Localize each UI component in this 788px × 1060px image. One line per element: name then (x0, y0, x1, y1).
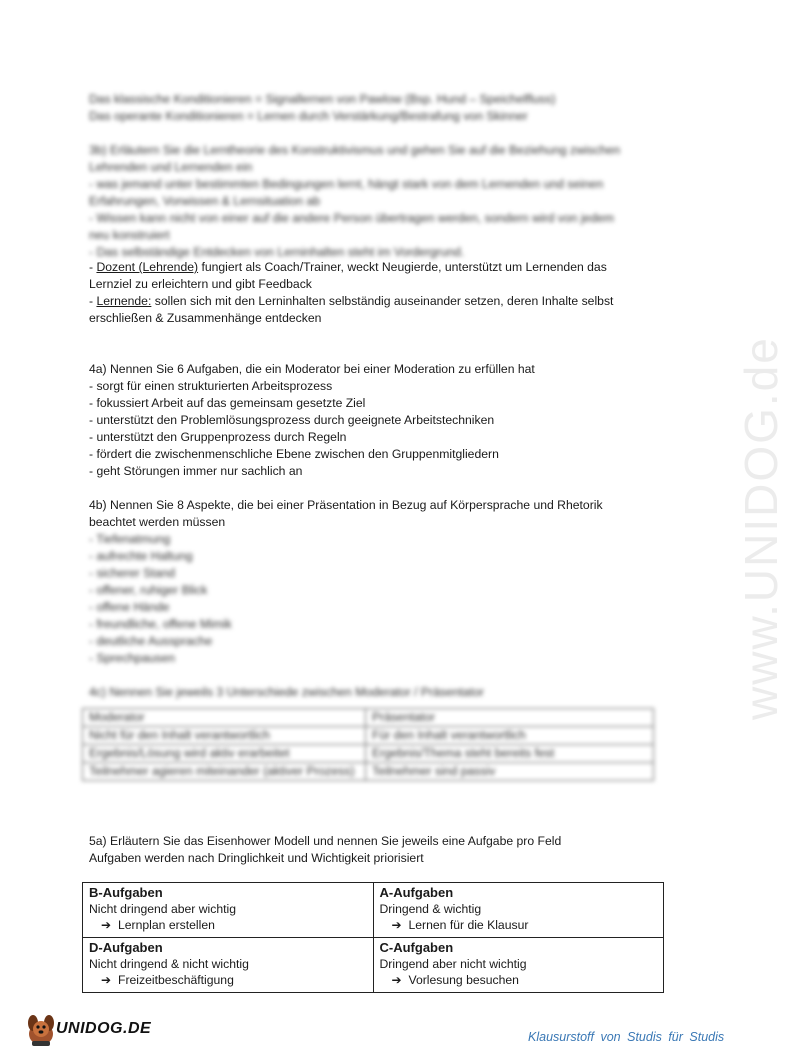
table-row (83, 883, 664, 938)
dog-icon (24, 1012, 58, 1048)
list-item: - geht Störungen immer nur sachlich an (89, 464, 303, 478)
cell-desc: Dringend aber nicht wichtig (379, 957, 527, 971)
arrow-icon: ➔ (391, 918, 402, 932)
table-cell: Moderator (83, 709, 366, 727)
blurred-list-item: - Tiefenatmung (89, 532, 171, 546)
blurred-list-item: - aufrechte Haltung (89, 549, 193, 563)
cell-title: A-Aufgaben (379, 885, 454, 900)
cell-example-text: Lernplan erstellen (118, 918, 215, 932)
cell-example-text: Lernen für die Klausur (408, 918, 529, 932)
table-cell (373, 883, 664, 938)
arrow-icon: ➔ (391, 973, 402, 987)
dozent-label: Dozent (Lehrende) (96, 260, 199, 274)
table-cell: Nicht für den Inhalt verantwortlich (83, 727, 366, 745)
table-cell (83, 938, 374, 993)
cell-title: C-Aufgaben (379, 940, 454, 955)
list-item: - fördert die zwischenmenschliche Ebene zwischen den Gruppenmitgliedern (89, 447, 499, 461)
blurred-list-item: - offener, ruhiger Blick (89, 583, 208, 597)
cell-desc: Dringend & wichtig (379, 902, 482, 916)
blurred-line: Das operante Konditionieren = Lernen durch Verstärkung/Bestrafung von Skinner (89, 109, 528, 123)
blurred-list-item: - deutliche Aussprache (89, 634, 213, 648)
cell-example (380, 972, 658, 988)
cell-example-text: Vorlesung besuchen (408, 973, 519, 987)
table-cell (83, 883, 374, 938)
table-cell: Teilnehmer agieren miteinander (aktiver Prozess) (83, 763, 366, 781)
unidog-logo (24, 1012, 154, 1048)
text-line: erschließen & Zusammenhänge entdecken (89, 311, 322, 325)
blurred-list-item: - freundliche, offene Mimik (89, 617, 232, 631)
logo-text: UNIDOG.DE (56, 1020, 152, 1037)
list-item: - sorgt für einen strukturierten Arbeitsprozess (89, 379, 333, 393)
lernende-line (89, 293, 613, 310)
blurred-line: - Das selbständige Entdecken von Lerninhalten steht im Vordergrund. (89, 245, 465, 259)
table-cell: Ergebnis/Lösung wird aktiv erarbeitet (83, 745, 366, 763)
blurred-line: - was jemand unter bestimmten Bedingungen lernt, hängt stark von dem Lernenden und seinen (89, 177, 604, 191)
list-item: - unterstützt den Gruppenprozess durch Regeln (89, 430, 347, 444)
blurred-line: 3b) Erläutern Sie die Lerntheorie des Konstruktivismus und gehen Sie auf die Beziehung zwischen (89, 143, 621, 157)
table-cell: Für den Inhalt verantwortlich (366, 727, 654, 745)
table-cell: Ergebnis/Thema steht bereits fest (366, 745, 654, 763)
table-row (83, 727, 654, 745)
blurred-list-item: - offene Hände (89, 600, 170, 614)
question-4b: 4b) Nennen Sie 8 Aspekte, die bei einer Präsentation in Bezug auf Körpersprache und Rhetorik (89, 498, 603, 512)
blurred-list-item: - sicherer Stand (89, 566, 176, 580)
cell-example (89, 972, 367, 988)
cell-title: B-Aufgaben (89, 885, 163, 900)
cell-desc: Nicht dringend & nicht wichtig (89, 957, 249, 971)
cell-desc: Nicht dringend aber wichtig (89, 902, 237, 916)
text-line: Lernziel zu erleichtern und gibt Feedback (89, 277, 312, 291)
bullet: - (89, 260, 97, 274)
question-5a: 5a) Erläutern Sie das Eisenhower Modell und nennen Sie jeweils eine Aufgabe pro Feld (89, 834, 562, 848)
cell-example (89, 917, 367, 933)
blurred-line: Erfahrungen, Vorwissen & Lernsituation ab (89, 194, 321, 208)
list-item: - fokussiert Arbeit auf das gemeinsam gesetzte Ziel (89, 396, 366, 410)
blurred-line: neu konstruiert (89, 228, 170, 242)
bullet: - (89, 294, 97, 308)
cell-title: D-Aufgaben (89, 940, 163, 955)
table-row (83, 745, 654, 763)
list-item: - unterstützt den Problemlösungsprozess durch geeignete Arbeitstechniken (89, 413, 495, 427)
question-4a: 4a) Nennen Sie 6 Aufgaben, die ein Moderator bei einer Moderation zu erfüllen hat (89, 362, 535, 376)
watermark-text: www.UNIDOG.de (735, 336, 787, 720)
blurred-line: - Wissen kann nicht von einer auf die andere Person übertragen werden, sondern wird von jedem (89, 211, 615, 225)
lernende-text: sollen sich mit den Lerninhalten selbständig auseinander setzen, deren Inhalte selbst (151, 294, 614, 308)
footer-tagline: Klausurstoff von Studis für Studis (528, 1030, 725, 1044)
watermark (690, 280, 787, 720)
blurred-line: Lehrenden und Lernenden ein (89, 160, 253, 174)
eisenhower-table (82, 882, 664, 993)
table-row (83, 763, 654, 781)
dozent-text: fungiert als Coach/Trainer, weckt Neugierde, unterstützt um Lernenden das (198, 260, 607, 274)
blurred-list-item: - Sprechpausen (89, 651, 176, 665)
blurred-line: Das klassische Konditionieren = Signallernen von Pawlow (Bsp. Hund – Speichelfluss) (89, 92, 556, 106)
table-cell (373, 938, 664, 993)
table-row (83, 938, 664, 993)
table-cell: Teilnehmer sind passiv (366, 763, 654, 781)
comparison-table (82, 708, 654, 781)
arrow-icon: ➔ (101, 918, 112, 932)
dozent-line (89, 259, 607, 276)
table-row (83, 709, 654, 727)
lernende-label: Lernende: (96, 294, 152, 308)
cell-example-text: Freizeitbeschäftigung (118, 973, 234, 987)
table-cell: Präsentator (366, 709, 654, 727)
question-4b-cont: beachtet werden müssen (89, 515, 226, 529)
arrow-icon: ➔ (101, 973, 112, 987)
cell-example (380, 917, 658, 933)
question-4c: 4c) Nennen Sie jeweils 3 Unterschiede zwischen Moderator / Präsentator (89, 685, 484, 699)
answer-5a: Aufgaben werden nach Dringlichkeit und Wichtigkeit priorisiert (89, 851, 424, 865)
